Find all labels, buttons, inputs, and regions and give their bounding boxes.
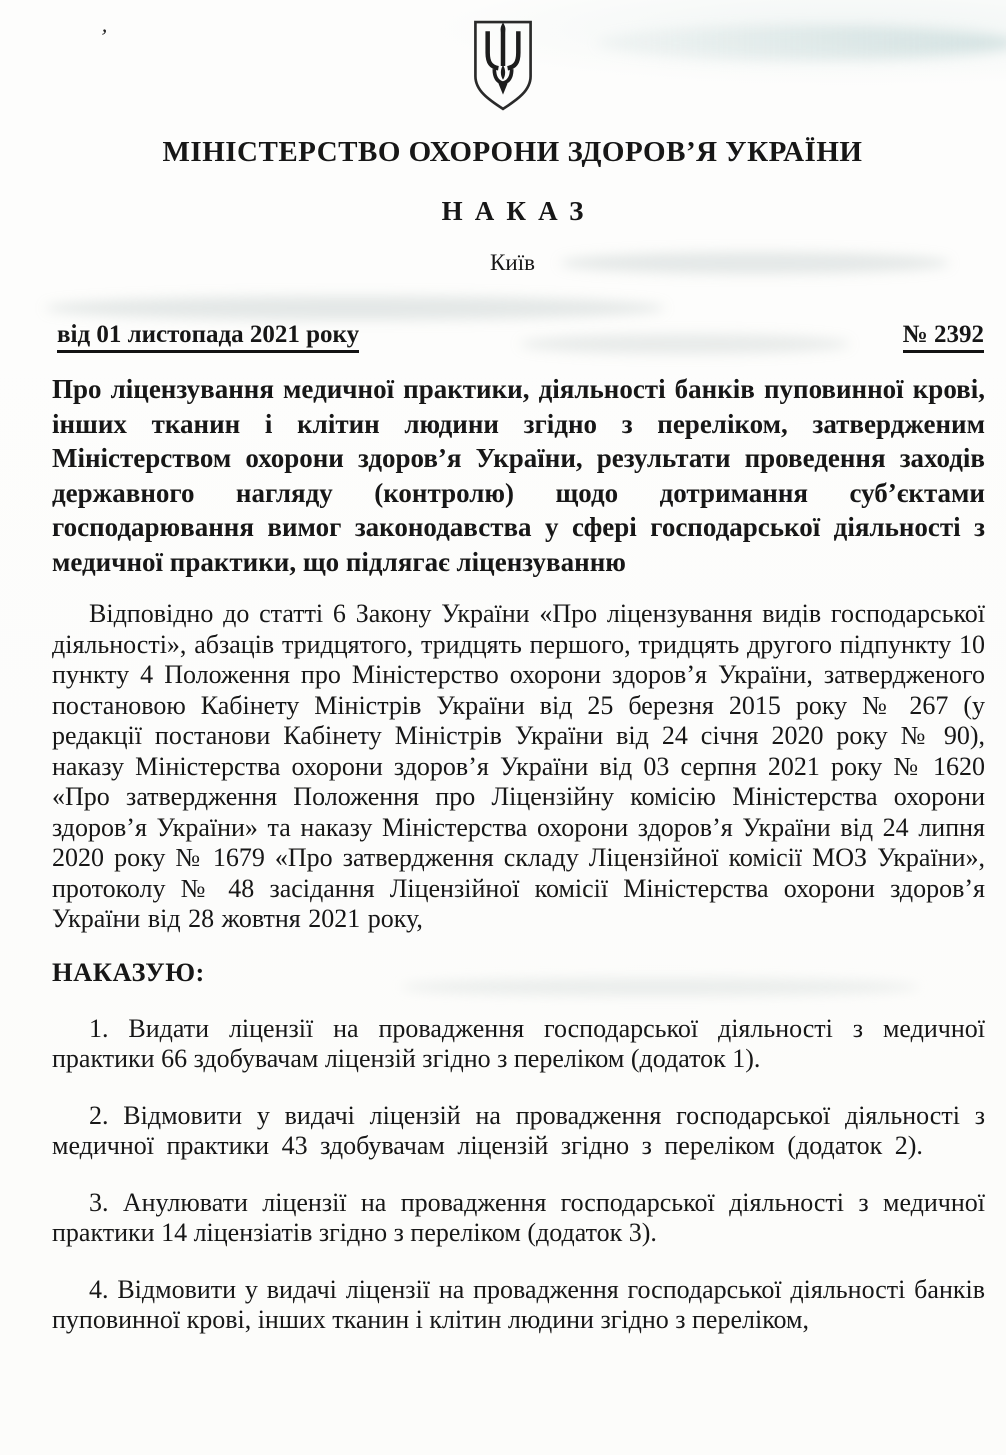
order-item-3: 3. Анулювати ліцензії на провадження господарської діяльності з медичної практики 14 ліцензіатів згідно з переліком (додаток 3). xyxy=(52,1187,985,1247)
coat-of-arms-ukraine-icon xyxy=(470,19,536,113)
order-date: від 01 листопада 2021 року xyxy=(57,321,359,353)
city-label: Київ xyxy=(490,250,535,275)
document-body xyxy=(52,372,985,1336)
order-number: № 2392 xyxy=(903,321,984,353)
order-item-1: 1. Видати ліцензії на провадження господарської діяльності з медичної практики 66 здобувачам ліцензій згідно з переліком (додаток 1). xyxy=(52,1013,985,1073)
order-word: НАКАЗУЮ: xyxy=(52,956,205,987)
document-type-title: НАКАЗ xyxy=(441,196,596,226)
subject-paragraph: Про ліцензування медичної практики, діяльності банків пуповинної крові, інших тканин і клітин людини згідно з переліком, затвердженим Міністерством охорони здоров’я України, результати проведення заходів державного нагляду (контролю) щодо дотримання суб’єктами господарювання вимог законодавства у сфері господарської діяльності з медичної практики, що підлягає ліцензуванню xyxy=(52,374,985,577)
ministry-name: МІНІСТЕРСТВО ОХОРОНИ ЗДОРОВ’Я УКРАЇНИ xyxy=(162,136,863,168)
order-item-4: 4. Відмовити у видачі ліцензії на провадження господарської діяльності банків пуповинної крові, інших тканин і клітин людини згідно з переліком, xyxy=(52,1274,985,1334)
order-item-2: 2. Відмовити у видачі ліцензій на провадження господарської діяльності з медичної практики 43 здобувачам ліцензій згідно з переліком (додаток 2). xyxy=(52,1100,985,1160)
scan-smudge xyxy=(45,296,665,320)
scan-smudge xyxy=(596,26,1006,60)
preamble-paragraph: Відповідно до статті 6 Закону України «Про ліцензування видів господарської діяльності», абзаців тридцятого, тридцять першого, тридцять другого підпункту 10 пункту 4 Положення про Міністерство охорони здоров’я України, затвердженого постановою Кабінету Міністрів України від 25 березня 2015 року № 267 (у редакції постанови Кабінету Міністрів України від 24 січня 2020 року № 90), наказу Міністерства охорони здоров’я України від 03 серпня 2021 року № 1620 «Про затвердження Положення про Ліцензійну комісію Міністерства охорони здоров’я України» та наказу Міністерства охорони здоров’я України від 24 липня 2020 року № 1679 «Про затвердження складу Ліцензійної комісії МОЗ України», протоколу № 48 засідання Ліцензійної комісії Міністерства охорони здоров’я України від 28 жовтня 2021 року, xyxy=(52,599,985,933)
ink-speck: ’ xyxy=(98,23,110,50)
meta-row xyxy=(57,321,984,353)
